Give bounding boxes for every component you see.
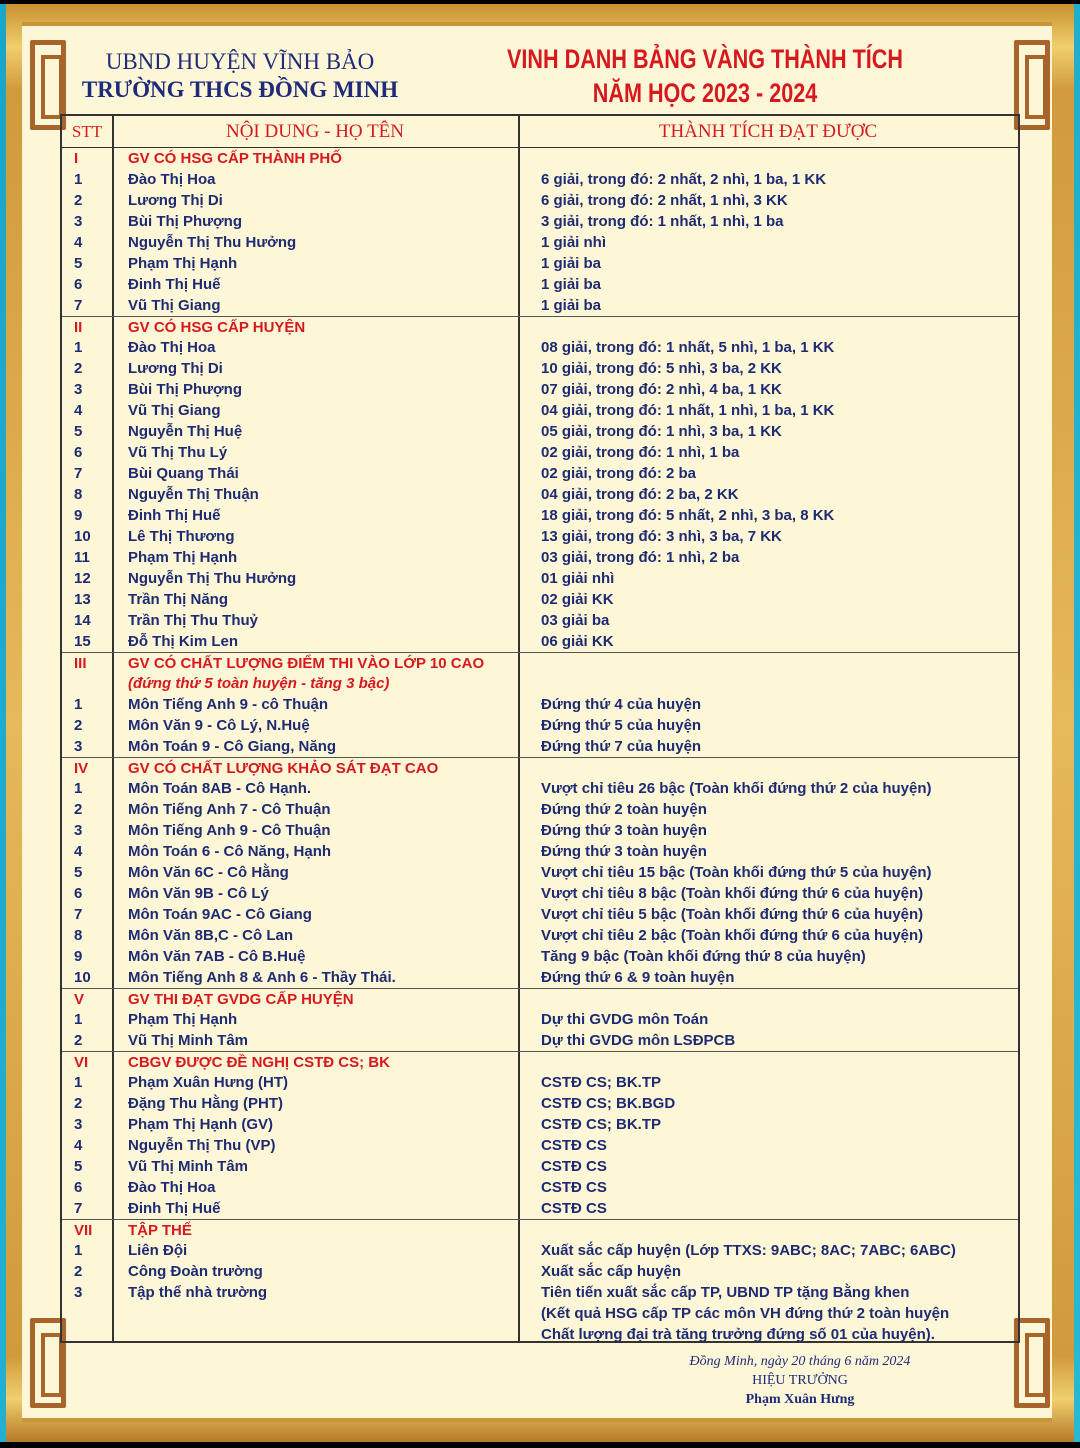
table-row	[62, 820, 1018, 841]
row-achievement: Đứng thứ 6 & 9 toàn huyện	[541, 969, 735, 986]
row-achievement: 02 giải KK	[541, 591, 614, 608]
table-row	[62, 379, 1018, 400]
row-number: 4	[74, 234, 83, 251]
row-name: Phạm Thị Hạnh (GV)	[128, 1116, 274, 1133]
row-number: 1	[74, 339, 83, 356]
section-title: CBGV ĐƯỢC ĐỀ NGHỊ CSTĐ CS; BK	[128, 1054, 390, 1071]
row-achievement: 07 giải, trong đó: 2 nhì, 4 ba, 1 KK	[541, 381, 782, 398]
row-name: Đào Thị Hoa	[128, 171, 216, 188]
section-header-row	[62, 757, 1018, 779]
row-achievement: 05 giải, trong đó: 1 nhì, 3 ba, 1 KK	[541, 423, 782, 440]
row-achievement: 04 giải, trong đó: 1 nhất, 1 nhì, 1 ba, 1 KK	[541, 402, 835, 419]
row-achievement: CSTĐ CS; BK.TP	[541, 1074, 661, 1091]
table-row	[62, 862, 1018, 883]
row-number: 6	[74, 444, 83, 461]
table-row	[62, 778, 1018, 799]
row-name: Môn Văn 9 - Cô Lý, N.Huệ	[128, 717, 310, 734]
row-achievement: Tiên tiến xuất sắc cấp TP, UBND TP tặng Bằng khen	[541, 1284, 910, 1301]
section-subtitle-row	[62, 673, 1018, 694]
section-title: GV CÓ HSG CẤP THÀNH PHỐ	[128, 150, 342, 167]
section-title: GV CÓ CHẤT LƯỢNG ĐIỂM THI VÀO LỚP 10 CAO	[128, 655, 485, 672]
section-number: III	[74, 655, 87, 672]
section-title: TẬP THỂ	[128, 1222, 192, 1239]
row-name: Lương Thị Di	[128, 192, 223, 209]
row-number: 7	[74, 1200, 83, 1217]
row-name: Lê Thị Thương	[128, 528, 235, 545]
row-number: 6	[74, 1179, 83, 1196]
table-row	[62, 1009, 1018, 1030]
row-number: 1	[74, 696, 83, 713]
row-achievement: 6 giải, trong đó: 2 nhất, 2 nhì, 1 ba, 1 KK	[541, 171, 827, 188]
row-achievement: Dự thi GVDG môn Toán	[541, 1011, 709, 1028]
row-number: 3	[74, 381, 83, 398]
row-number: 1	[74, 780, 83, 797]
row-name: Bùi Thị Phượng	[128, 381, 243, 398]
table-row	[62, 211, 1018, 232]
row-achievement: 01 giải nhì	[541, 570, 615, 587]
row-number: 7	[74, 465, 83, 482]
row-number: 8	[74, 927, 83, 944]
row-name: Phạm Thị Hạnh	[128, 549, 238, 566]
row-name: Liên Đội	[128, 1242, 188, 1259]
table-row	[62, 190, 1018, 211]
table-row	[62, 400, 1018, 421]
row-achievement: Đứng thứ 2 toàn huyện	[541, 801, 707, 818]
row-name: Môn Văn 9B - Cô Lý	[128, 885, 269, 902]
row-achievement: 04 giải, trong đó: 2 ba, 2 KK	[541, 486, 739, 503]
table-row	[62, 1240, 1018, 1261]
row-name: Môn Văn 8B,C - Cô Lan	[128, 927, 293, 944]
table-row	[62, 547, 1018, 568]
row-achievement: 08 giải, trong đó: 1 nhất, 5 nhì, 1 ba, 1 KK	[541, 339, 835, 356]
table-row	[62, 253, 1018, 274]
table-row	[62, 274, 1018, 295]
table-row	[62, 526, 1018, 547]
row-achievement: CSTĐ CS	[541, 1200, 607, 1217]
row-name: Đào Thị Hoa	[128, 1179, 216, 1196]
row-achievement: 02 giải, trong đó: 1 nhì, 1 ba	[541, 444, 740, 461]
row-number: 2	[74, 801, 83, 818]
row-number: 10	[74, 528, 91, 545]
table-row	[62, 589, 1018, 610]
row-name: Trần Thị Thu Thuỷ	[128, 612, 258, 629]
row-number: 3	[74, 822, 83, 839]
row-achievement: 03 giải ba	[541, 612, 610, 629]
row-name: Nguyễn Thị Thu Hưởng	[128, 234, 297, 251]
row-name: Nguyễn Thị Thu (VP)	[128, 1137, 276, 1154]
table-row	[62, 1177, 1018, 1198]
row-number: 1	[74, 1011, 83, 1028]
section-number: II	[74, 319, 83, 336]
table-row	[62, 715, 1018, 736]
achievement-table	[60, 114, 1020, 1343]
table-row	[62, 694, 1018, 715]
row-number: 1	[74, 1074, 83, 1091]
table-row	[62, 358, 1018, 379]
section-title: GV THI ĐẠT GVDG CẤP HUYỆN	[128, 991, 354, 1008]
table-row	[62, 799, 1018, 820]
table-row	[62, 1324, 1018, 1345]
table-row	[62, 484, 1018, 505]
row-name: Vũ Thị Minh Tâm	[128, 1032, 248, 1049]
table-row	[62, 442, 1018, 463]
row-name: Vũ Thị Thu Lý	[128, 444, 228, 461]
row-number: 1	[74, 1242, 83, 1259]
table-row	[62, 463, 1018, 484]
column-header-stt: STT	[62, 116, 112, 148]
row-achievement: 6 giải, trong đó: 2 nhất, 1 nhì, 3 KK	[541, 192, 788, 209]
section-header-row	[62, 1051, 1018, 1073]
row-number: 10	[74, 969, 91, 986]
row-number: 5	[74, 1158, 83, 1175]
row-achievement: (Kết quả HSG cấp TP các môn VH đứng thứ 2 toàn huyện	[541, 1305, 950, 1322]
row-achievement: Đứng thứ 4 của huyện	[541, 696, 702, 713]
signature-block	[620, 1352, 980, 1409]
row-name: Tập thể nhà trường	[128, 1284, 268, 1301]
row-number: 2	[74, 1263, 83, 1280]
section-header-row	[62, 1219, 1018, 1241]
column-header-result: THÀNH TÍCH ĐẠT ĐƯỢC	[518, 116, 1018, 148]
row-achievement: Vượt chỉ tiêu 15 bậc (Toàn khối đứng thứ 5 của huyện)	[541, 864, 932, 881]
table-row	[62, 1303, 1018, 1324]
table-row	[62, 421, 1018, 442]
table-row	[62, 883, 1018, 904]
row-achievement: CSTĐ CS	[541, 1158, 607, 1175]
row-name: Đặng Thu Hằng (PHT)	[128, 1095, 283, 1112]
row-name: Phạm Thị Hạnh	[128, 1011, 238, 1028]
section-number: IV	[74, 760, 89, 777]
row-number: 3	[74, 738, 83, 755]
row-name: Đinh Thị Huế	[128, 276, 221, 293]
row-number: 8	[74, 486, 83, 503]
row-achievement: 02 giải, trong đó: 2 ba	[541, 465, 697, 482]
title-line-2: NĂM HỌC 2023 - 2024	[592, 78, 818, 108]
section-title: GV CÓ HSG CẤP HUYỆN	[128, 319, 306, 336]
table-row	[62, 1030, 1018, 1051]
row-achievement: Tăng 9 bậc (Toàn khối đứng thứ 8 của huyện)	[541, 948, 866, 965]
row-achievement: CSTĐ CS	[541, 1137, 607, 1154]
row-name: Môn Tiếng Anh 8 & Anh 6 - Thầy Thái.	[128, 969, 396, 986]
row-name: Môn Toán 8AB - Cô Hạnh.	[128, 780, 312, 797]
row-achievement: Đứng thứ 7 của huyện	[541, 738, 702, 755]
table-row	[62, 904, 1018, 925]
row-number: 2	[74, 717, 83, 734]
row-achievement: Chất lượng đại trà tăng trưởng đứng số 01 của huyện).	[541, 1326, 935, 1343]
row-number: 5	[74, 864, 83, 881]
row-name: Vũ Thị Giang	[128, 297, 221, 314]
row-number: 7	[74, 297, 83, 314]
row-name: Lương Thị Di	[128, 360, 223, 377]
table-row	[62, 505, 1018, 526]
row-achievement: 1 giải ba	[541, 255, 602, 272]
row-achievement: 13 giải, trong đó: 3 nhì, 3 ba, 7 KK	[541, 528, 782, 545]
title-line-1: VINH DANH BẢNG VÀNG THÀNH TÍCH	[507, 44, 903, 74]
table-row	[62, 1282, 1018, 1303]
row-name: Môn Toán 9 - Cô Giang, Năng	[128, 738, 337, 755]
row-achievement: CSTĐ CS; BK.BGD	[541, 1095, 676, 1112]
table-row	[62, 946, 1018, 967]
section-header-row	[62, 316, 1018, 338]
row-number: 3	[74, 1116, 83, 1133]
table-row	[62, 169, 1018, 190]
table-row	[62, 967, 1018, 988]
table-row	[62, 1156, 1018, 1177]
table-row	[62, 1135, 1018, 1156]
row-achievement: Xuất sắc cấp huyện	[541, 1263, 682, 1280]
row-achievement: 1 giải ba	[541, 276, 602, 293]
row-number: 4	[74, 402, 83, 419]
row-number: 2	[74, 360, 83, 377]
row-name: Đinh Thị Huế	[128, 1200, 221, 1217]
row-number: 4	[74, 843, 83, 860]
table-row	[62, 337, 1018, 358]
row-number: 6	[74, 885, 83, 902]
row-name: Môn Văn 6C - Cô Hằng	[128, 864, 289, 881]
row-achievement: Vượt chỉ tiêu 8 bậc (Toàn khối đứng thứ 6 của huyện)	[541, 885, 924, 902]
section-number: V	[74, 991, 85, 1008]
row-number: 2	[74, 192, 83, 209]
row-achievement: 3 giải, trong đó: 1 nhất, 1 nhì, 1 ba	[541, 213, 784, 230]
row-achievement: Vượt chỉ tiêu 2 bậc (Toàn khối đứng thứ 6 của huyện)	[541, 927, 924, 944]
row-name: Đinh Thị Huế	[128, 507, 221, 524]
row-number: 9	[74, 948, 83, 965]
row-name: Nguyễn Thị Thu Hưởng	[128, 570, 297, 587]
section-number: I	[74, 150, 79, 167]
row-number: 9	[74, 507, 83, 524]
table-row	[62, 610, 1018, 631]
section-number: VI	[74, 1054, 89, 1071]
row-number: 11	[74, 549, 90, 566]
section-title: GV CÓ CHẤT LƯỢNG KHẢO SÁT ĐẠT CAO	[128, 760, 439, 777]
row-number: 2	[74, 1032, 83, 1049]
row-achievement: 10 giải, trong đó: 5 nhì, 3 ba, 2 KK	[541, 360, 782, 377]
section-header-row	[62, 148, 1018, 169]
organization-header	[40, 48, 440, 104]
row-name: Đỗ Thị Kim Len	[128, 633, 238, 650]
row-name: Môn Tiếng Anh 9 - cô Thuận	[128, 696, 328, 713]
row-name: Bùi Thị Phượng	[128, 213, 243, 230]
table-row	[62, 925, 1018, 946]
section-number: VII	[74, 1222, 93, 1239]
row-name: Nguyễn Thị Huệ	[128, 423, 243, 440]
row-name: Công Đoàn trường	[128, 1263, 263, 1280]
row-number: 5	[74, 423, 83, 440]
table-row	[62, 232, 1018, 253]
row-number: 3	[74, 1284, 83, 1301]
row-number: 15	[74, 633, 91, 650]
row-achievement: Vượt chỉ tiêu 5 bậc (Toàn khối đứng thứ 6 của huyện)	[541, 906, 924, 923]
row-achievement: Dự thi GVDG môn LSĐPCB	[541, 1032, 736, 1049]
row-name: Bùi Quang Thái	[128, 465, 239, 482]
row-achievement: Đứng thứ 3 toàn huyện	[541, 822, 707, 839]
row-achievement: 1 giải nhì	[541, 234, 607, 251]
row-achievement: Vượt chỉ tiêu 26 bậc (Toàn khối đứng thứ 2 của huyện)	[541, 780, 932, 797]
row-achievement: 03 giải, trong đó: 1 nhì, 2 ba	[541, 549, 740, 566]
school-name: TRƯỜNG THCS ĐỒNG MINH	[81, 77, 399, 102]
table-row	[62, 1093, 1018, 1114]
district-name: UBND HUYỆN VĨNH BẢO	[105, 49, 375, 74]
row-name: Nguyễn Thị Thuận	[128, 486, 259, 503]
table-row	[62, 1114, 1018, 1135]
signature-date: Đồng Minh, ngày 20 tháng 6 năm 2024	[689, 1354, 911, 1369]
table-row	[62, 1198, 1018, 1219]
row-name: Trần Thị Năng	[128, 591, 229, 608]
row-name: Môn Toán 6 - Cô Năng, Hạnh	[128, 843, 332, 860]
row-name: Phạm Xuân Hưng (HT)	[128, 1074, 289, 1091]
row-number: 3	[74, 213, 83, 230]
row-achievement: 06 giải KK	[541, 633, 614, 650]
row-number: 2	[74, 1095, 83, 1112]
table-row	[62, 295, 1018, 316]
table-row	[62, 631, 1018, 652]
table-row	[62, 736, 1018, 757]
section-subtitle: (đứng thứ 5 toàn huyện - tăng 3 bậc)	[128, 675, 390, 692]
row-name: Môn Văn 7AB - Cô B.Huệ	[128, 948, 306, 965]
row-number: 13	[74, 591, 91, 608]
row-number: 1	[74, 171, 83, 188]
row-number: 5	[74, 255, 83, 272]
row-achievement: 18 giải, trong đó: 5 nhất, 2 nhì, 3 ba, 8 KK	[541, 507, 835, 524]
row-achievement: CSTĐ CS	[541, 1179, 607, 1196]
signature-position: HIỆU TRƯỞNG	[752, 1373, 848, 1388]
row-name: Đào Thị Hoa	[128, 339, 216, 356]
page-title	[455, 42, 955, 112]
row-name: Phạm Thị Hạnh	[128, 255, 238, 272]
row-name: Vũ Thị Minh Tâm	[128, 1158, 248, 1175]
row-number: 7	[74, 906, 83, 923]
row-name: Vũ Thị Giang	[128, 402, 221, 419]
row-achievement: 1 giải ba	[541, 297, 602, 314]
column-header-content: NỘI DUNG - HỌ TÊN	[112, 116, 518, 148]
row-name: Môn Toán 9AC - Cô Giang	[128, 906, 312, 923]
signature-name: Phạm Xuân Hưng	[745, 1392, 855, 1407]
table-row	[62, 1261, 1018, 1282]
row-name: Môn Tiếng Anh 9 - Cô Thuận	[128, 822, 331, 839]
row-achievement: CSTĐ CS; BK.TP	[541, 1116, 661, 1133]
row-achievement: Xuất sắc cấp huyện (Lớp TTXS: 9ABC; 8AC; 7ABC; 6ABC)	[541, 1242, 956, 1259]
row-name: Môn Tiếng Anh 7 - Cô Thuận	[128, 801, 331, 818]
row-number: 4	[74, 1137, 83, 1154]
row-number: 14	[74, 612, 91, 629]
table-row	[62, 1072, 1018, 1093]
row-achievement: Đứng thứ 3 toàn huyện	[541, 843, 707, 860]
section-header-row	[62, 652, 1018, 674]
row-number: 6	[74, 276, 83, 293]
row-number: 12	[74, 570, 91, 587]
section-header-row	[62, 988, 1018, 1010]
row-achievement: Đứng thứ 5 của huyện	[541, 717, 702, 734]
table-row	[62, 568, 1018, 589]
table-row	[62, 841, 1018, 862]
